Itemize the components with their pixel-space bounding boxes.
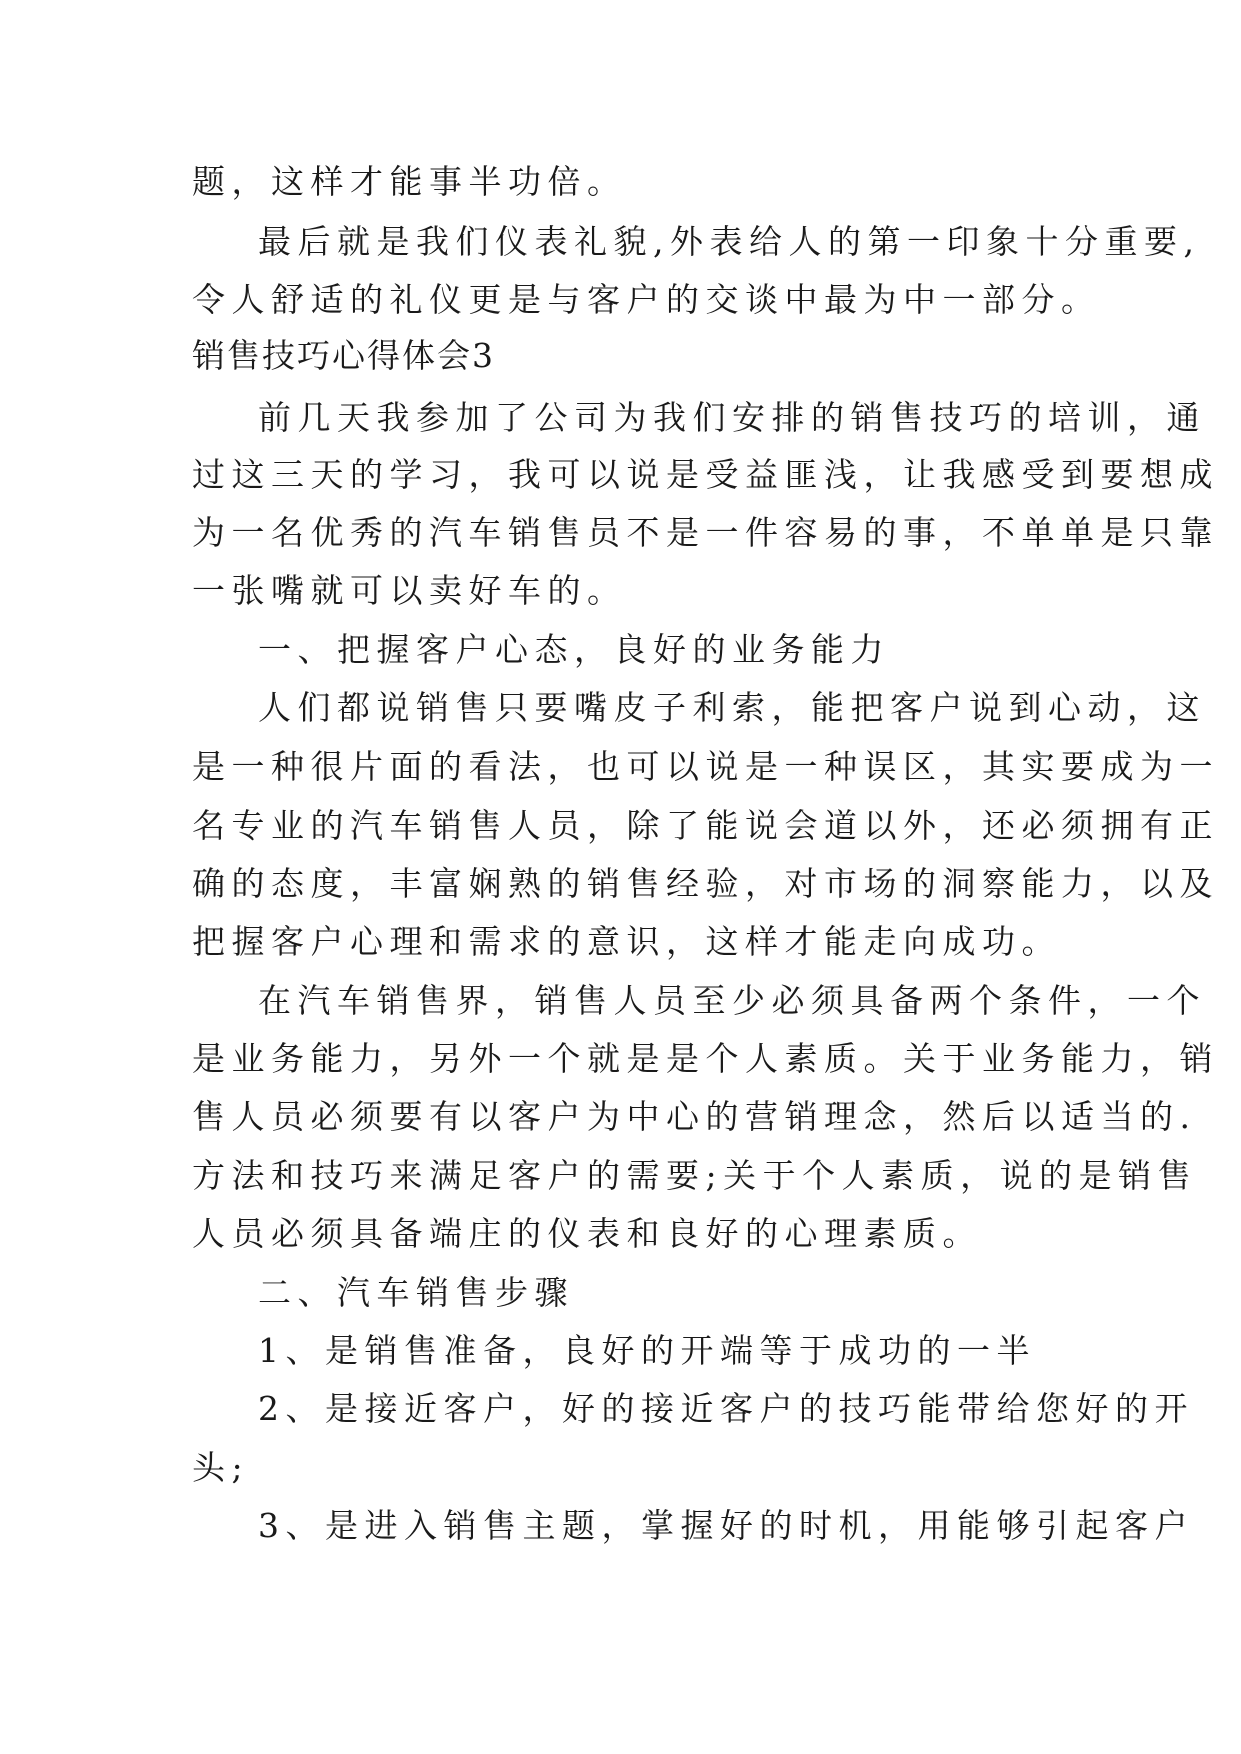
paragraph-line: 人员必须具备端庄的仪表和良好的心理素质。 [192, 1214, 982, 1253]
paragraph-line: 最后就是我们仪表礼貌,外表给人的第一印象十分重要, [258, 222, 1201, 261]
paragraph-line: 售人员必须要有以客户为中心的营销理念，然后以适当的. [192, 1097, 1197, 1136]
list-item-continuation: 头; [192, 1448, 250, 1487]
paragraph-line: 前几天我参加了公司为我们安排的销售技巧的培训，通 [258, 398, 1206, 437]
paragraph-line: 确的态度，丰富娴熟的销售经验，对市场的洞察能力，以及 [192, 864, 1219, 903]
paragraph-line: 是业务能力，另外一个就是是个人素质。关于业务能力，销 [192, 1039, 1219, 1078]
list-item: 1、是销售准备，良好的开端等于成功的一半 [258, 1331, 1036, 1370]
section-heading: 销售技巧心得体会3 [192, 336, 495, 375]
paragraph-line: 名专业的汽车销售人员，除了能说会道以外，还必须拥有正 [192, 806, 1219, 845]
subheading: 一、把握客户心态，良好的业务能力 [258, 630, 890, 669]
paragraph-line: 令人舒适的礼仪更是与客户的交谈中最为中一部分。 [192, 280, 1101, 319]
paragraph-line: 一张嘴就可以卖好车的。 [192, 571, 627, 610]
paragraph-line: 在汽车销售界，销售人员至少必须具备两个条件，一个 [258, 981, 1206, 1020]
list-item: 2、是接近客户，好的接近客户的技巧能带给您好的开 [258, 1389, 1194, 1428]
paragraph-line: 把握客户心理和需求的意识，这样才能走向成功。 [192, 922, 1061, 961]
paragraph-line: 方法和技巧来满足客户的需要;关于个人素质，说的是销售 [192, 1156, 1198, 1195]
paragraph-line: 是一种很片面的看法，也可以说是一种误区，其实要成为一 [192, 747, 1219, 786]
paragraph-line: 为一名优秀的汽车销售员不是一件容易的事，不单单是只靠 [192, 513, 1219, 552]
paragraph-line: 人们都说销售只要嘴皮子利索，能把客户说到心动，这 [258, 688, 1206, 727]
list-item: 3、是进入销售主题，掌握好的时机，用能够引起客户 [258, 1506, 1194, 1545]
paragraph-line: 过这三天的学习，我可以说是受益匪浅，让我感受到要想成 [192, 455, 1219, 494]
paragraph-line: 题，这样才能事半功倍。 [192, 162, 627, 201]
subheading: 二、汽车销售步骤 [258, 1273, 574, 1312]
